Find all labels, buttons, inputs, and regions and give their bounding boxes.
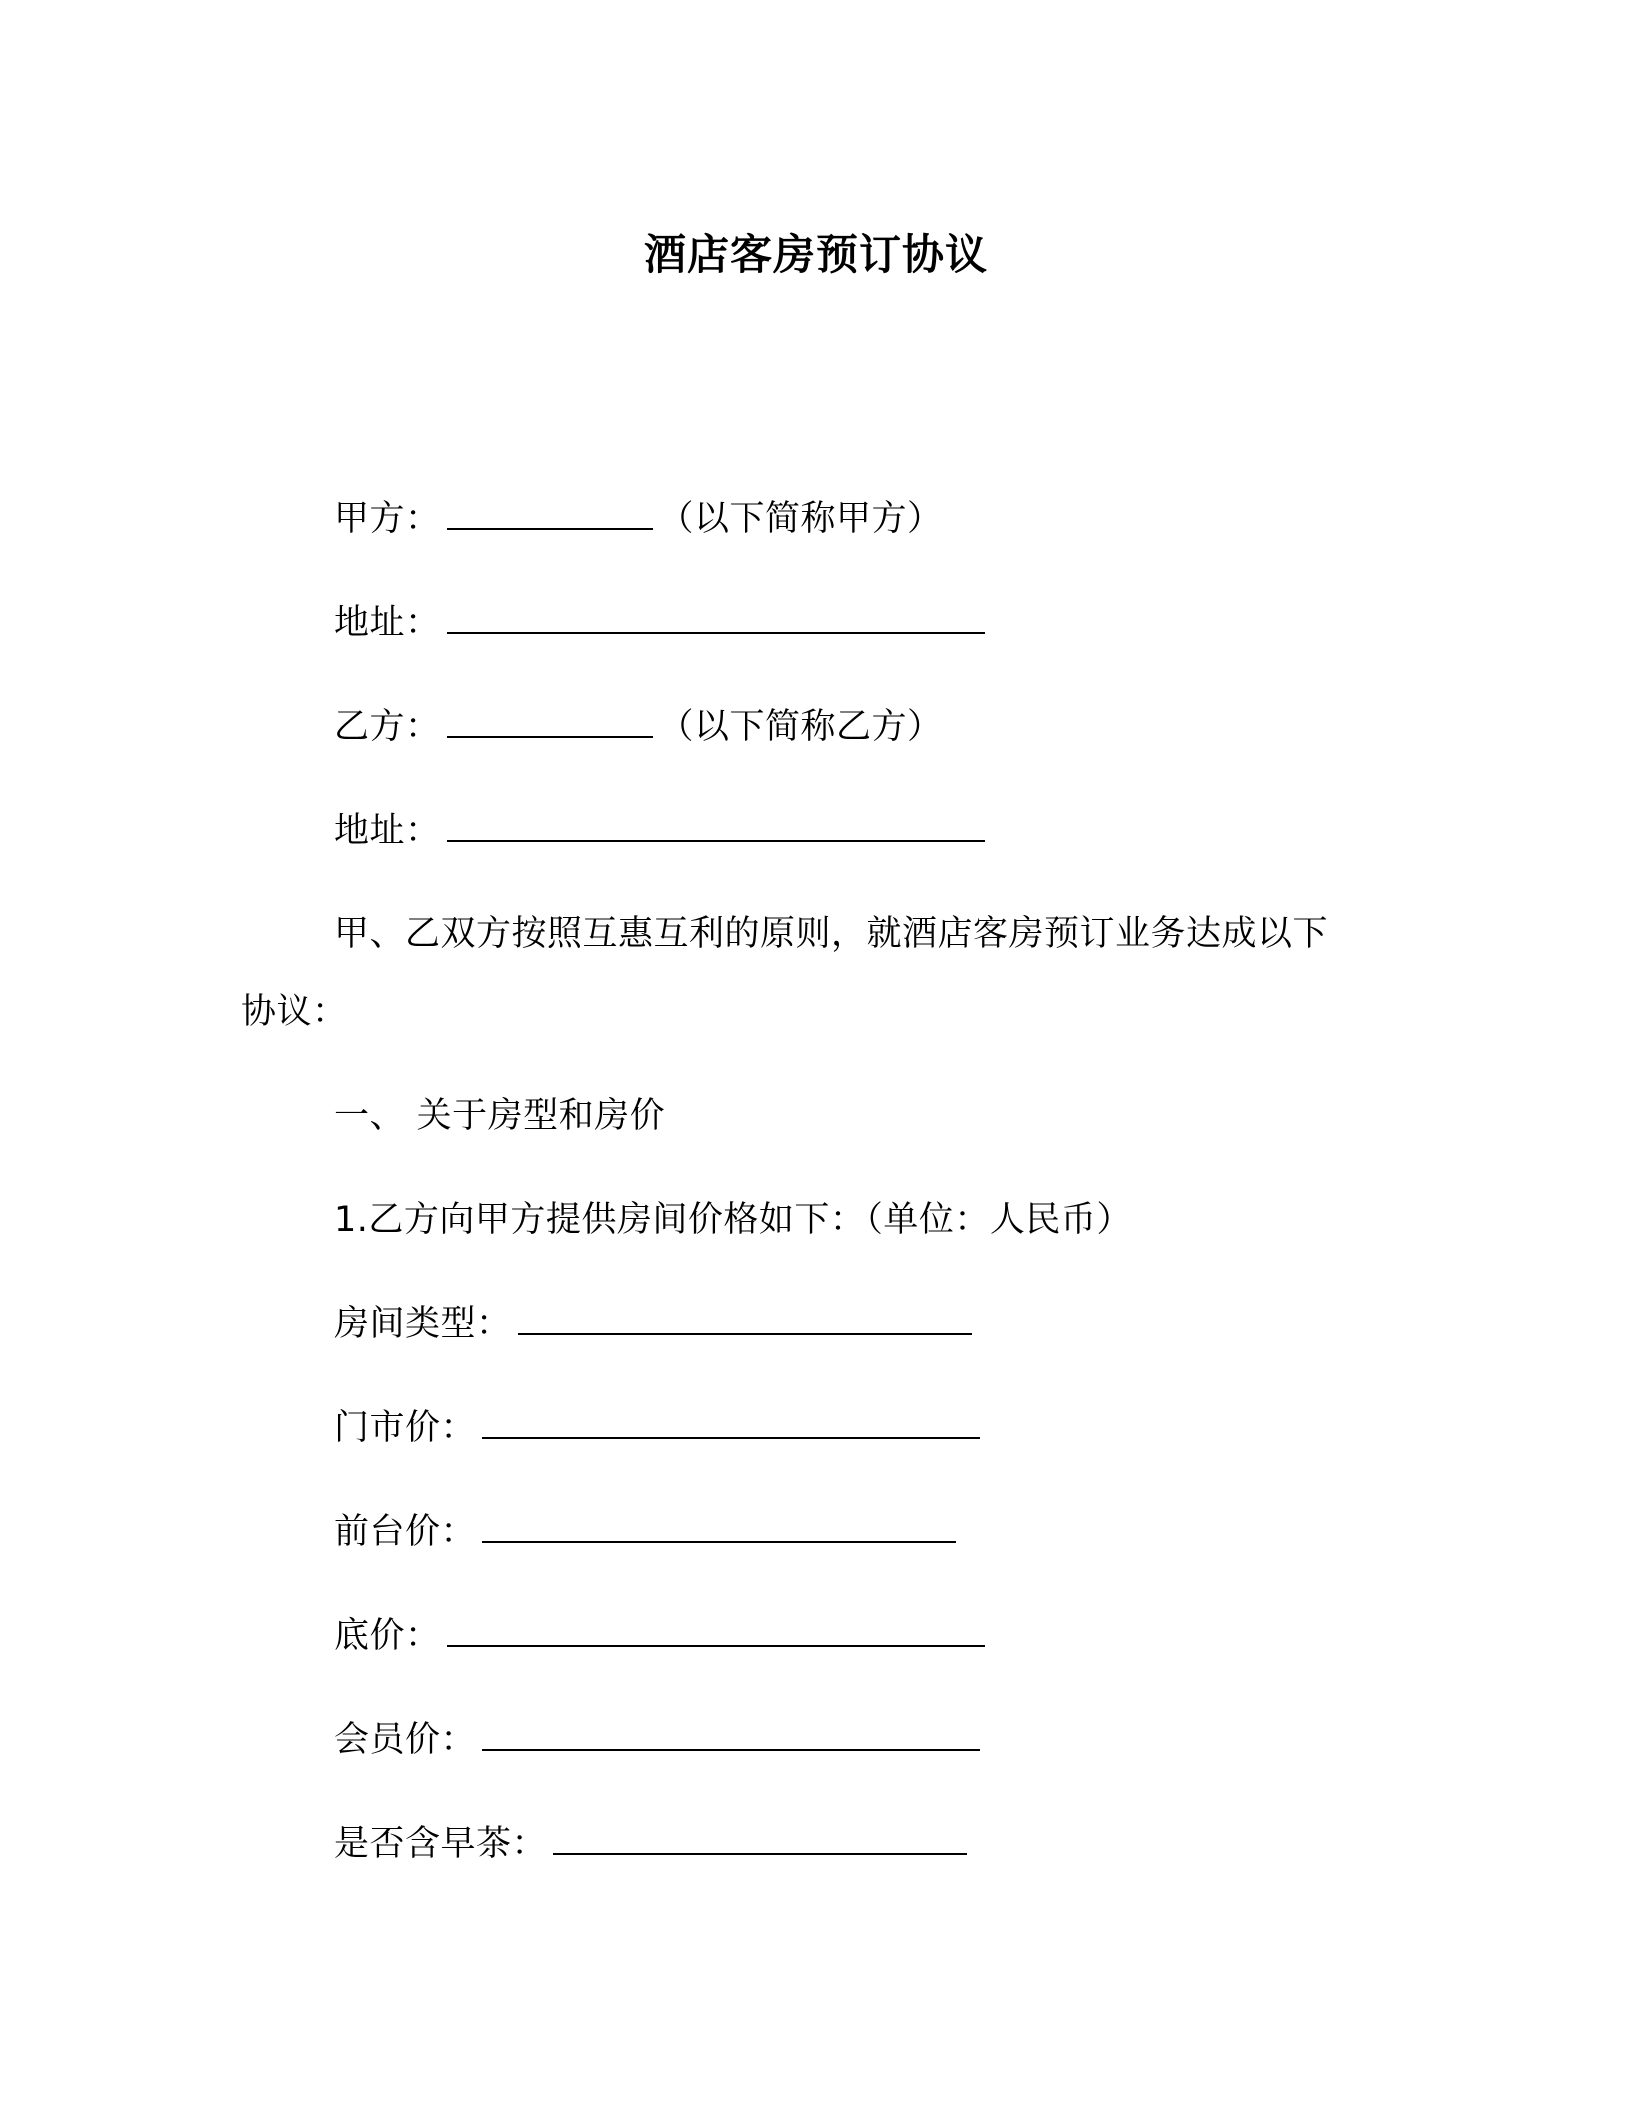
room-type-line — [334, 1303, 978, 1344]
section1-heading: 一、 关于房型和房价 — [334, 1096, 666, 1136]
member-price-line — [334, 1719, 986, 1760]
member-price-label: 会员价： — [334, 1720, 477, 1760]
front-desk-rate-line — [334, 1511, 962, 1552]
member-price-blank[interactable] — [482, 1719, 980, 1751]
breakfast-label: 是否含早茶： — [334, 1824, 548, 1864]
party-a-line — [334, 498, 943, 539]
party-b-line — [334, 706, 943, 747]
rack-rate-line — [334, 1407, 986, 1448]
front-desk-rate-label: 前台价： — [334, 1512, 477, 1552]
document-title: 酒店客房预订协议 — [643, 230, 988, 279]
floor-price-label: 底价： — [334, 1616, 441, 1656]
party-a-suffix: （以下简称甲方） — [658, 499, 943, 539]
room-type-label: 房间类型： — [334, 1304, 512, 1344]
breakfast-blank[interactable] — [553, 1823, 967, 1855]
party-b-label: 乙方： — [334, 707, 441, 747]
item1-text: 1.乙方向甲方提供房间价格如下：（单位：人民币） — [334, 1200, 1132, 1240]
address-b-line — [334, 810, 991, 851]
intro-paragraph-line2: 协议： — [241, 992, 348, 1032]
room-type-blank[interactable] — [518, 1303, 972, 1335]
party-a-label: 甲方： — [334, 499, 441, 539]
rack-rate-blank[interactable] — [482, 1407, 980, 1439]
address-a-line — [334, 602, 991, 643]
address-a-blank[interactable] — [447, 602, 985, 634]
floor-price-line — [334, 1615, 991, 1656]
party-a-blank[interactable] — [447, 498, 653, 530]
address-b-label: 地址： — [334, 811, 441, 851]
rack-rate-label: 门市价： — [334, 1408, 477, 1448]
front-desk-rate-blank[interactable] — [482, 1511, 956, 1543]
party-b-blank[interactable] — [447, 706, 653, 738]
address-a-label: 地址： — [334, 603, 441, 643]
intro-paragraph-line1: 甲、乙双方按照互惠互利的原则，就酒店客房预订业务达成以下 — [334, 914, 1329, 954]
address-b-blank[interactable] — [447, 810, 985, 842]
floor-price-blank[interactable] — [447, 1615, 985, 1647]
party-b-suffix: （以下简称乙方） — [658, 707, 943, 747]
breakfast-line — [334, 1823, 973, 1864]
